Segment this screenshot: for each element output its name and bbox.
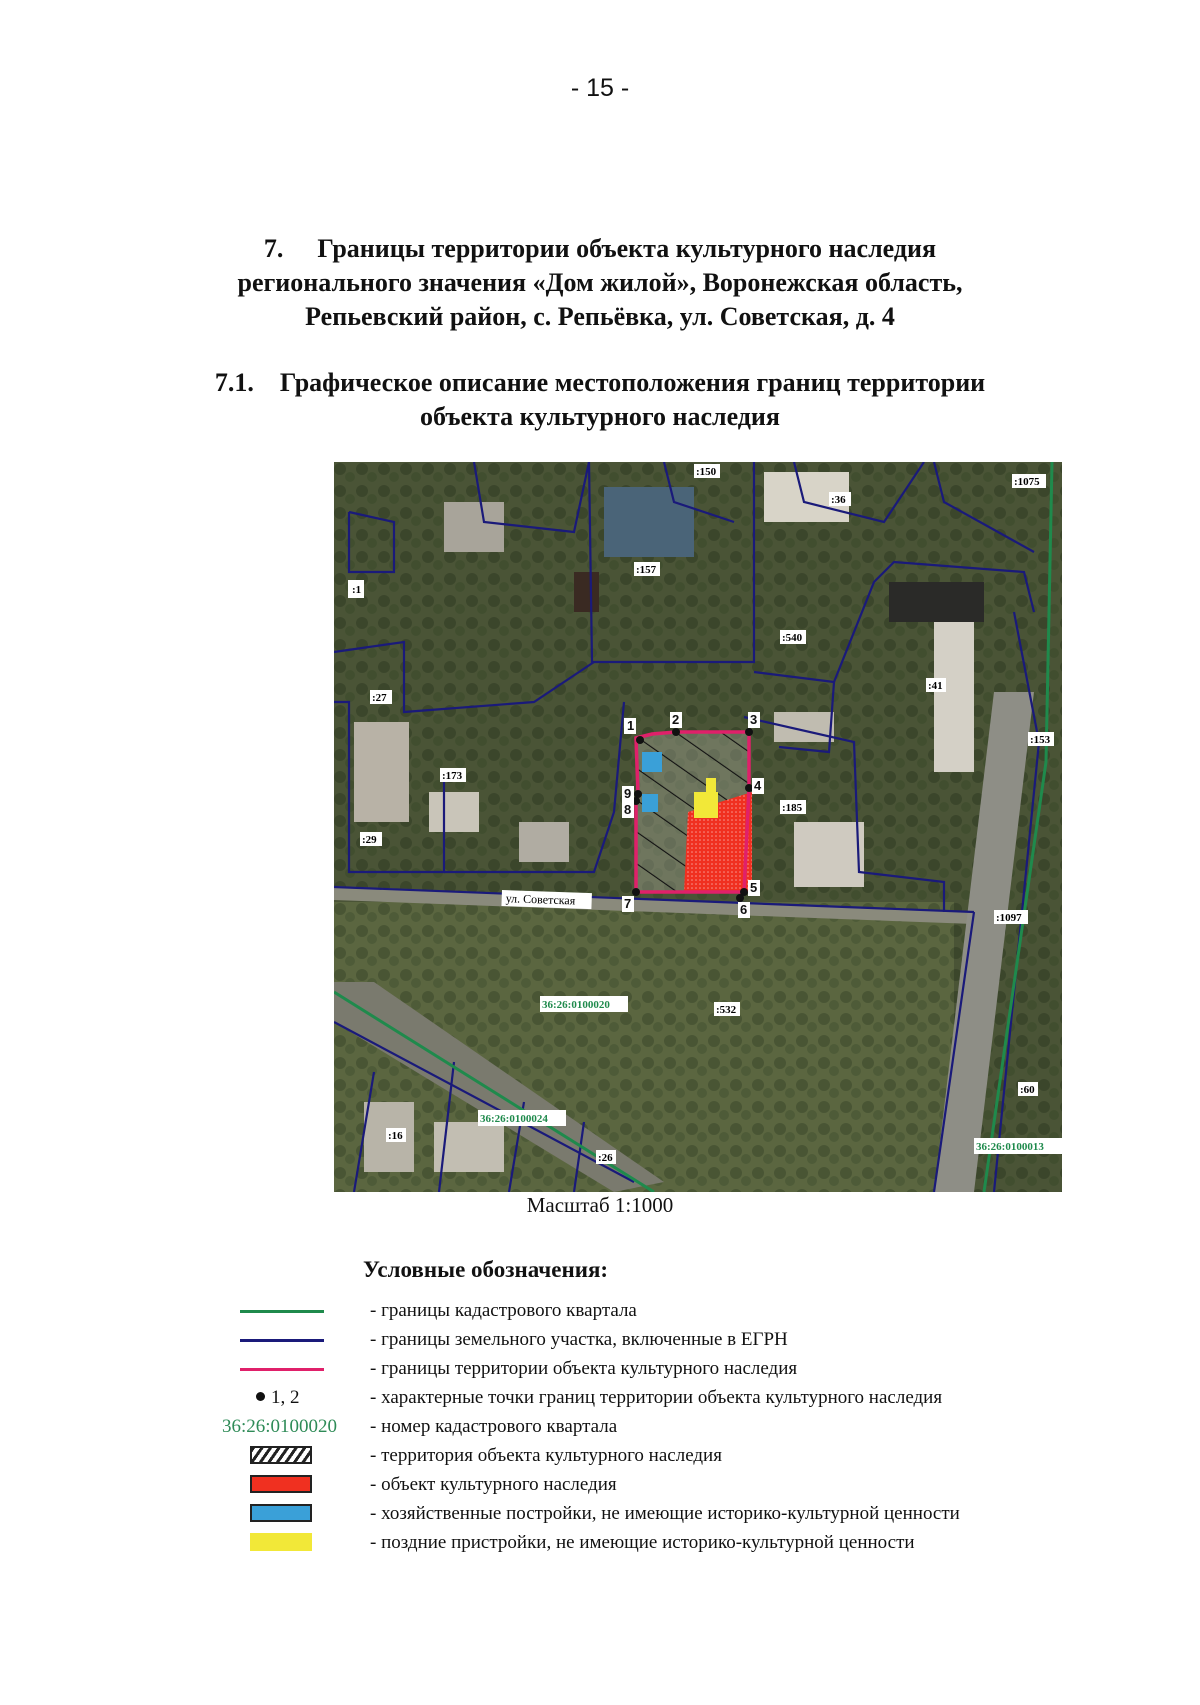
point-icon bbox=[256, 1392, 265, 1401]
legend-title: Условные обозначения: bbox=[363, 1257, 609, 1282]
quarter-label: 36:26:0100020 bbox=[542, 999, 610, 1011]
legend-item-outbuildings bbox=[212, 1500, 1112, 1529]
section-title-line-1: Границы территории объекта культурного наследия bbox=[317, 234, 937, 263]
legend-item-quarter-code bbox=[212, 1413, 1112, 1442]
parcel-label: :60 bbox=[1020, 1084, 1035, 1096]
legend-text: - поздние пристройки, не имеющие историко-культурной ценности bbox=[370, 1532, 915, 1553]
point-2 bbox=[672, 728, 680, 736]
pink-line-icon bbox=[240, 1368, 324, 1371]
point-label: 5 bbox=[750, 880, 758, 895]
subsection-title-line-1: Графическое описание местоположения границ территории bbox=[279, 368, 986, 397]
green-line-icon bbox=[240, 1310, 324, 1313]
page-number: - 15 - bbox=[570, 74, 630, 102]
point-label: 9 bbox=[624, 786, 632, 801]
section-title-line-3: Репьевский район, с. Репьёвка, ул. Советская, д. 4 bbox=[305, 302, 895, 331]
parcel-label: :1 bbox=[352, 584, 362, 596]
navy-line-icon bbox=[240, 1339, 324, 1342]
legend-item-heritage-territory bbox=[212, 1442, 1112, 1471]
building bbox=[429, 792, 479, 832]
quarter-label: 36:26:0100013 bbox=[976, 1141, 1044, 1153]
parcel-label: :1097 bbox=[996, 912, 1022, 924]
parcel-label: :540 bbox=[782, 632, 803, 644]
subsection-heading bbox=[0, 366, 1200, 434]
legend-text: - границы территории объекта культурного наследия bbox=[370, 1358, 798, 1379]
parcel-label: :150 bbox=[696, 466, 717, 478]
legend-text: - границы земельного участка, включенные в ЕГРН bbox=[370, 1329, 788, 1350]
point-4 bbox=[745, 784, 753, 792]
legend-item-late-additions bbox=[212, 1529, 1112, 1558]
legend-point-label: 1, 2 bbox=[271, 1387, 300, 1408]
parcel-label: :36 bbox=[831, 494, 846, 506]
subsection-title-line-2: объекта культурного наследия bbox=[420, 402, 780, 431]
parcel-label: :185 bbox=[782, 802, 803, 814]
parcel-label: :157 bbox=[636, 564, 657, 576]
point-label: 2 bbox=[672, 712, 680, 727]
late-addition bbox=[706, 778, 716, 796]
legend-text: - границы кадастрового квартала bbox=[370, 1300, 637, 1321]
quarter-label: 36:26:0100024 bbox=[480, 1113, 548, 1125]
subsection-number: 7.1. bbox=[214, 368, 254, 397]
section-title-line-2: регионального значения «Дом жилой», Воронежская область, bbox=[237, 268, 963, 297]
point-7 bbox=[632, 888, 640, 896]
point-3 bbox=[745, 728, 753, 736]
red-box-icon bbox=[250, 1475, 312, 1493]
legend-item-quarter-boundary bbox=[212, 1297, 1112, 1326]
yellow-box-icon bbox=[250, 1533, 312, 1551]
section-number: 7. bbox=[263, 234, 284, 263]
building bbox=[889, 582, 984, 622]
legend-text: - территория объекта культурного наследия bbox=[370, 1445, 722, 1466]
section-heading bbox=[0, 232, 1200, 334]
point-label: 7 bbox=[624, 896, 632, 911]
map-scale: Масштаб 1:1000 bbox=[526, 1193, 674, 1217]
building bbox=[354, 722, 409, 822]
parcel-label: :41 bbox=[928, 680, 943, 692]
blue-box-icon bbox=[250, 1504, 312, 1522]
legend-quarter-code: 36:26:0100020 bbox=[222, 1416, 338, 1437]
building bbox=[774, 712, 834, 742]
parcel-label: :16 bbox=[388, 1130, 403, 1142]
legend-item-characteristic-points bbox=[212, 1384, 1112, 1413]
building bbox=[519, 822, 569, 862]
building bbox=[934, 622, 974, 772]
parcel-label: :153 bbox=[1030, 734, 1051, 746]
point-6 bbox=[736, 894, 744, 902]
building bbox=[444, 502, 504, 552]
parcel-label: :29 bbox=[362, 834, 377, 846]
point-label: 3 bbox=[750, 712, 758, 727]
parcel-label: :27 bbox=[372, 692, 387, 704]
satellite-map-svg bbox=[334, 462, 1062, 1192]
hatched-box-icon bbox=[250, 1446, 312, 1464]
parcel-label: :26 bbox=[598, 1152, 613, 1164]
building bbox=[574, 572, 599, 612]
point-label: 1 bbox=[627, 718, 635, 733]
parcel-label: :532 bbox=[716, 1004, 737, 1016]
legend-item-parcel-boundary bbox=[212, 1326, 1112, 1355]
parcel-label: :1075 bbox=[1014, 476, 1040, 488]
legend-text: - номер кадастрового квартала bbox=[370, 1416, 618, 1437]
outbuilding bbox=[642, 794, 658, 812]
legend-text: - объект культурного наследия bbox=[370, 1474, 617, 1495]
legend-text: - характерные точки границ территории объекта культурного наследия bbox=[370, 1387, 943, 1408]
legend-item-heritage-boundary bbox=[212, 1355, 1112, 1384]
building bbox=[794, 822, 864, 887]
street-label: ул. Советская bbox=[505, 891, 576, 908]
point-1 bbox=[636, 736, 644, 744]
point-label: 6 bbox=[740, 902, 748, 917]
parcel-label: :173 bbox=[442, 770, 463, 782]
legend-text: - хозяйственные постройки, не имеющие историко-культурной ценности bbox=[370, 1503, 960, 1524]
point-label: 8 bbox=[624, 802, 632, 817]
point-label: 4 bbox=[754, 778, 762, 793]
building bbox=[604, 487, 694, 557]
outbuilding bbox=[642, 752, 662, 772]
legend-item-heritage-object bbox=[212, 1471, 1112, 1500]
cadastral-map bbox=[334, 462, 1062, 1192]
point-9 bbox=[634, 790, 642, 798]
